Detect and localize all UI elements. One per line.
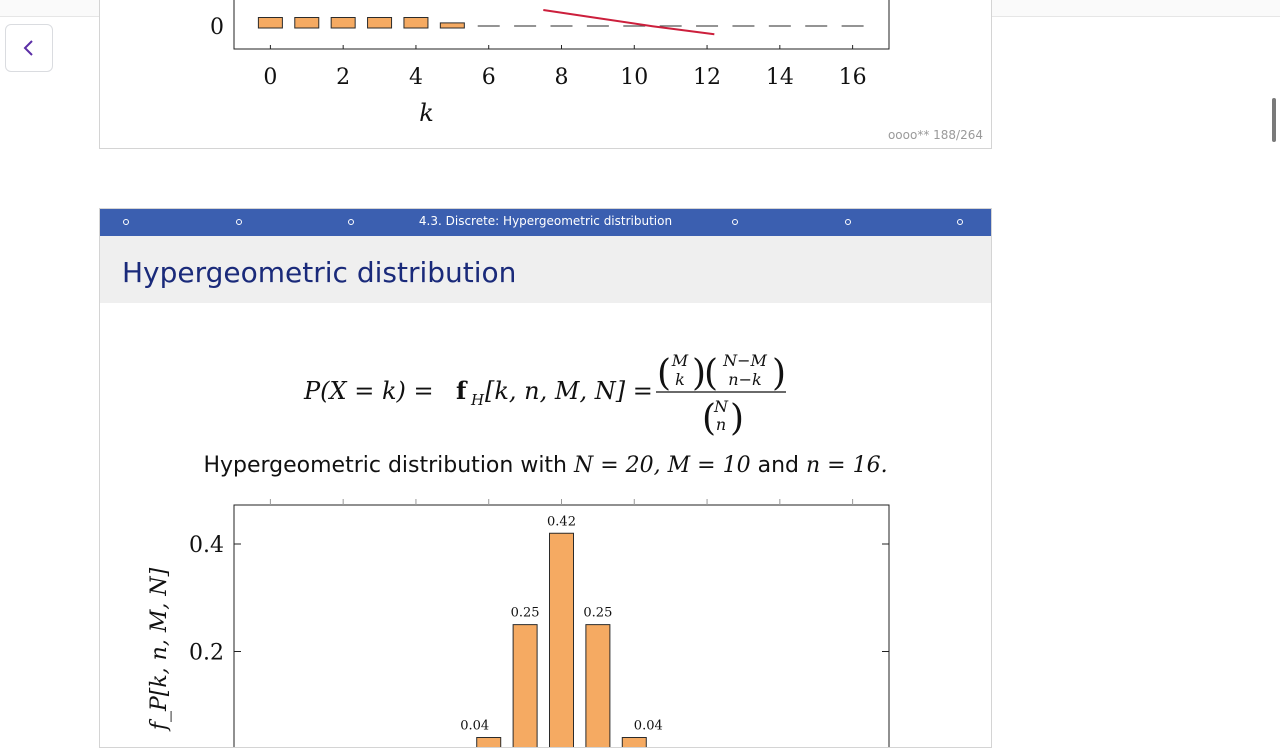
- formula-f: f: [456, 376, 468, 405]
- page-number: oooo** 188/264: [888, 128, 983, 142]
- binom-bottom: n−k: [728, 370, 761, 389]
- data-label: 0.25: [511, 606, 540, 621]
- nav-dot[interactable]: [123, 219, 129, 225]
- x-tick-label: 6: [482, 65, 496, 90]
- y-tick-label: 0.4: [189, 533, 224, 558]
- x-tick-label: 8: [555, 65, 569, 90]
- formula-arguments: [k, n, M, N] =: [485, 377, 653, 405]
- bar: [622, 738, 646, 748]
- caption-math: N = 20, M = 10: [574, 453, 751, 478]
- frame-title: Hypergeometric distribution: [122, 256, 516, 289]
- chevron-left-icon: [22, 38, 36, 58]
- paren-open: (: [702, 398, 716, 439]
- paren-close: ): [730, 398, 744, 439]
- bar: [440, 23, 464, 28]
- hypergeometric-chart: [100, 489, 992, 748]
- caption-math: n = 16.: [806, 453, 888, 478]
- y-tick-label: 0: [210, 15, 224, 40]
- x-tick-label: 10: [620, 65, 648, 90]
- caption-text: and: [751, 453, 806, 478]
- x-tick-label: 2: [336, 65, 350, 90]
- hypergeometric-formula: [100, 339, 991, 439]
- binom-top: N: [713, 397, 729, 416]
- nav-dot[interactable]: [845, 219, 851, 225]
- nav-dot[interactable]: [957, 219, 963, 225]
- frame-title-bar: [100, 236, 991, 303]
- bar: [586, 625, 610, 748]
- curve-line: [543, 10, 714, 34]
- x-tick-label: 16: [839, 65, 867, 90]
- formula-subscript: H: [470, 391, 485, 409]
- bar: [368, 18, 392, 29]
- section-navigation-bar: [100, 209, 991, 236]
- formula-lhs: P(X = k) =: [303, 377, 434, 405]
- bar: [513, 625, 537, 748]
- data-label: 0.04: [460, 719, 489, 734]
- bar: [550, 533, 574, 748]
- caption-text: Hypergeometric distribution with: [203, 453, 574, 478]
- y-axis-label-group: [147, 567, 172, 732]
- binom-top: M: [671, 351, 689, 370]
- binom-bottom: k: [675, 370, 685, 389]
- nav-dot[interactable]: [348, 219, 354, 225]
- previous-slide-chart: [100, 0, 992, 149]
- data-label: 0.25: [583, 606, 612, 621]
- bar: [477, 738, 501, 748]
- nav-dot[interactable]: [732, 219, 738, 225]
- x-tick-label: 0: [263, 65, 277, 90]
- y-axis-label: f_P[k, n, M, N]: [147, 567, 172, 732]
- y-tick-label: 0.2: [189, 641, 224, 666]
- bar: [295, 18, 319, 29]
- paren-close: ): [692, 353, 706, 394]
- paren-open: (: [704, 353, 718, 394]
- x-tick-label: 14: [766, 65, 794, 90]
- data-label: 0.04: [634, 719, 663, 734]
- binom-top: N−M: [722, 351, 767, 370]
- nav-dot[interactable]: [236, 219, 242, 225]
- binom-bottom: n: [716, 415, 726, 434]
- current-slide: [99, 208, 992, 748]
- x-tick-label: 12: [693, 65, 721, 90]
- x-tick-label: 4: [409, 65, 423, 90]
- previous-slide: [99, 0, 992, 149]
- paren-open: (: [657, 353, 671, 394]
- bar: [404, 18, 428, 29]
- x-axis-label: k: [419, 99, 434, 127]
- bar: [258, 18, 282, 29]
- bar: [331, 18, 355, 29]
- section-title: 4.3. Discrete: Hypergeometric distribution: [100, 214, 991, 228]
- data-label: 0.42: [547, 514, 576, 529]
- scrollbar-thumb[interactable]: [1272, 98, 1276, 142]
- chart-caption: [100, 453, 991, 478]
- paren-close: ): [772, 353, 786, 394]
- back-button[interactable]: [5, 24, 53, 72]
